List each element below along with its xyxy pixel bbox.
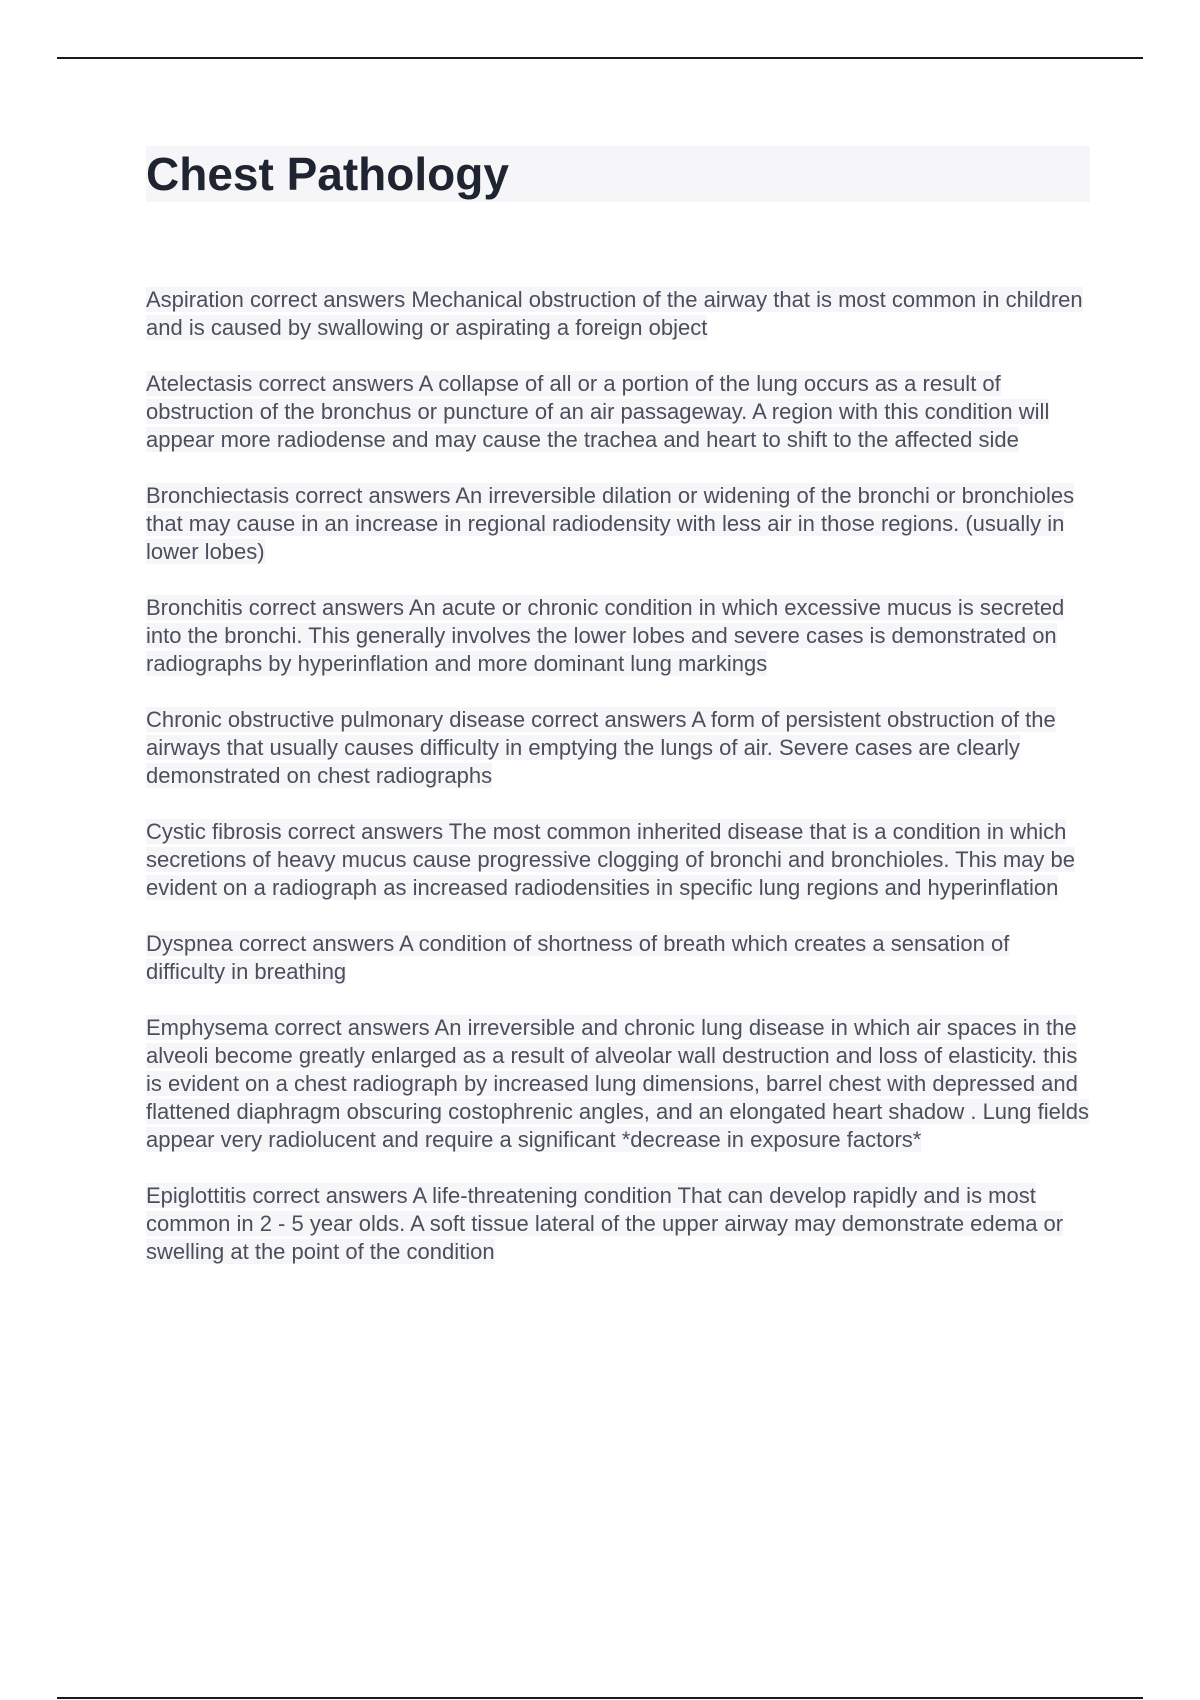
entry-text: Aspiration correct answers Mechanical obstruction of the airway that is most common in children and is caused by swallowing or aspirating a foreign object: [146, 287, 1083, 340]
entry-aspiration: [146, 286, 1090, 342]
entry-list: [146, 286, 1090, 1266]
document-body: [146, 146, 1090, 1294]
entry-text: Epiglottitis correct answers A life-threatening condition That can develop rapidly and is most common in 2 - 5 year olds. A soft tissue lateral of the upper airway may demonstrate edema or swelling at the point of the condition: [146, 1183, 1064, 1264]
entry-text: Bronchiectasis correct answers An irreversible dilation or widening of the bronchi or bronchioles that may cause in an increase in regional radiodensity with less air in those regions. (usually in lower lobes): [146, 483, 1075, 564]
entry-text: Chronic obstructive pulmonary disease correct answers A form of persistent obstruction of the airways that usually causes difficulty in emptying the lungs of air. Severe cases are clearly demonstrated on chest radiographs: [146, 707, 1056, 788]
entry-cystic-fibrosis: [146, 818, 1090, 902]
entry-bronchiectasis: [146, 482, 1090, 566]
entry-text: Bronchitis correct answers An acute or chronic condition in which excessive mucus is secreted into the bronchi. This generally involves the lower lobes and severe cases is demonstrated on radiographs by hyperinflation and more dominant lung markings: [146, 595, 1065, 676]
entry-copd: [146, 706, 1090, 790]
entry-text: Atelectasis correct answers A collapse of all or a portion of the lung occurs as a result of obstruction of the bronchus or puncture of an air passageway. A region with this condition will appear more radiodense and may cause the trachea and heart to shift to the affected side: [146, 371, 1050, 452]
top-rule: [57, 57, 1143, 59]
entry-text: Emphysema correct answers An irreversible and chronic lung disease in which air spaces in the alveoli become greatly enlarged as a result of alveolar wall destruction and loss of elasticity. this is evident on a chest radiograph by increased lung dimensions, barrel chest with depressed and flattened diaphragm obscuring costophrenic angles, and an elongated heart shadow . Lung fields appear very radiolucent and require a significant *decrease in exposure factors*: [146, 1015, 1089, 1152]
entry-dyspnea: [146, 930, 1090, 986]
page-title: Chest Pathology: [146, 146, 1090, 202]
entry-text: Cystic fibrosis correct answers The most common inherited disease that is a condition in which secretions of heavy mucus cause progressive clogging of bronchi and bronchioles. This may be evident on a radiograph as increased radiodensities in specific lung regions and hyperinflation: [146, 819, 1075, 900]
entry-text: Dyspnea correct answers A condition of shortness of breath which creates a sensation of difficulty in breathing: [146, 931, 1010, 984]
entry-atelectasis: [146, 370, 1090, 454]
entry-epiglottitis: [146, 1182, 1090, 1266]
entry-bronchitis: [146, 594, 1090, 678]
entry-emphysema: [146, 1014, 1090, 1154]
bottom-rule: [57, 1697, 1143, 1699]
